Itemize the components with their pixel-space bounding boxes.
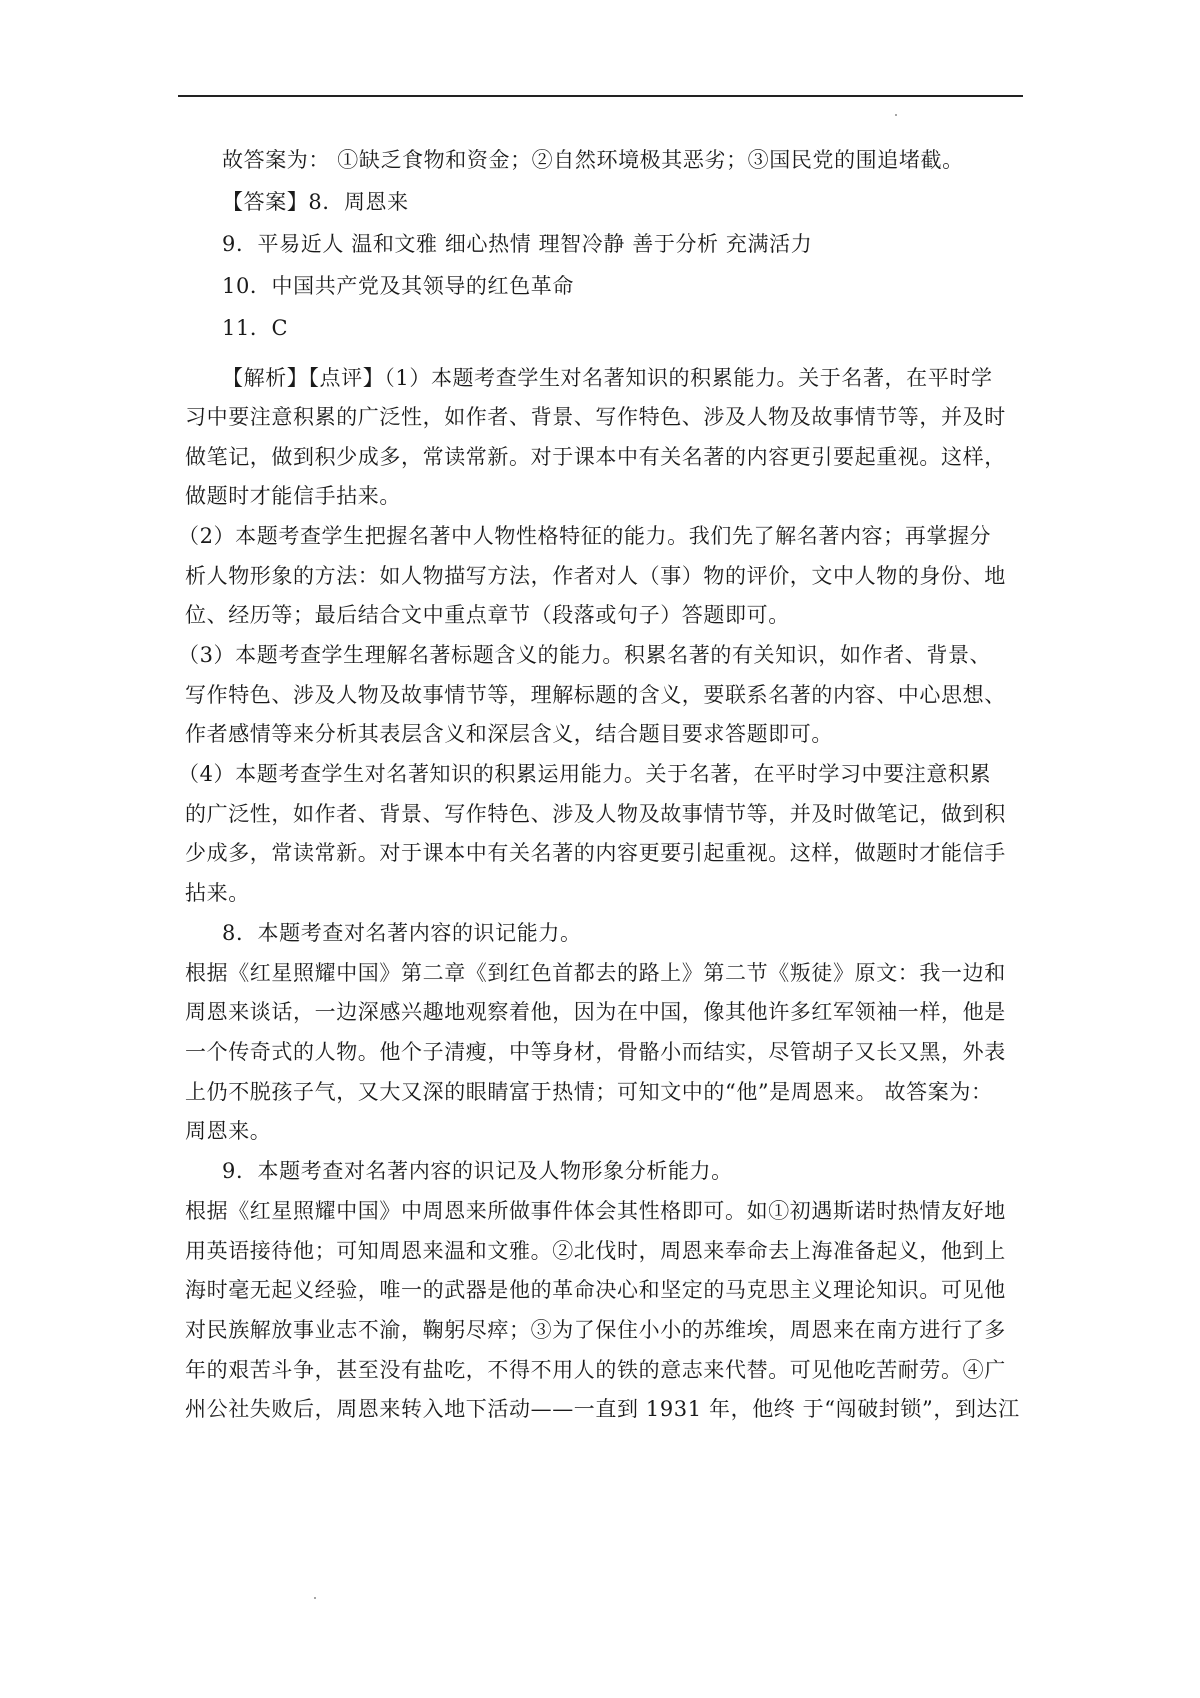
analysis-line: （2）本题考查学生把握名著中人物性格特征的能力。我们先了解名著内容；再掌握分 bbox=[178, 524, 992, 548]
analysis-line: 拈来。 bbox=[185, 881, 250, 905]
analysis-line: 根据《红星照耀中国》第二章《到红色首都去的路上》第二节《叛徒》原文：我一边和 bbox=[185, 961, 1006, 985]
analysis-line: 的广泛性，如作者、背景、写作特色、涉及人物及故事情节等，并及时做笔记，做到积 bbox=[185, 802, 1006, 826]
analysis-line: 年的艰苦斗争，甚至没有盐吃，不得不用人的铁的意志来代替。可见他吃苦耐劳。④广 bbox=[185, 1358, 1006, 1382]
answer-summary-line: 故答案为： ①缺乏食物和资金；②自然环境极其恶劣；③国民党的围追堵截。 bbox=[222, 148, 964, 172]
analysis-line: 根据《红星照耀中国》中周恩来所做事件体会其性格即可。如①初遇斯诺时热情友好地 bbox=[185, 1199, 1006, 1223]
analysis-line: 析人物形象的方法：如人物描写方法，作者对人（事）物的评价，文中人物的身份、地 bbox=[185, 564, 1006, 588]
analysis-line: 【解析】【点评】（1）本题考查学生对名著知识的积累能力。关于名著，在平时学 bbox=[222, 366, 993, 390]
analysis-line: 写作特色、涉及人物及故事情节等，理解标题的含义，要联系名著的内容、中心思想、 bbox=[185, 683, 1006, 707]
answer-10: 10．中国共产党及其领导的红色革命 bbox=[222, 274, 574, 298]
analysis-line: 少成多，常读常新。对于课本中有关名著的内容更要引起重视。这样，做题时才能信手 bbox=[185, 841, 1006, 865]
analysis-line: 习中要注意积累的广泛性，如作者、背景、写作特色、涉及人物及故事情节等，并及时 bbox=[185, 405, 1006, 429]
analysis-line: 州公社失败后，周恩来转入地下活动——一直到 1931 年，他终 于“闯破封锁”，到达江 bbox=[185, 1397, 1020, 1421]
header-rule bbox=[178, 95, 1023, 97]
analysis-line: 一个传奇式的人物。他个子清瘦，中等身材，骨骼小而结实，尽管胡子又长又黑，外表 bbox=[185, 1040, 1006, 1064]
analysis-line: 8．本题考查对名著内容的识记能力。 bbox=[222, 921, 582, 945]
scan-speck bbox=[314, 1597, 316, 1599]
analysis-line: 9．本题考查对名著内容的识记及人物形象分析能力。 bbox=[222, 1159, 733, 1183]
analysis-line: 做题时才能信手拈来。 bbox=[185, 484, 401, 508]
analysis-line: 作者感情等来分析其表层含义和深层含义，结合题目要求答题即可。 bbox=[185, 722, 833, 746]
answer-8: 【答案】8．周恩来 bbox=[222, 190, 409, 214]
analysis-line: 做笔记，做到积少成多，常读常新。对于课本中有关名著的内容更引要起重视。这样， bbox=[185, 445, 1006, 469]
answer-11: 11．C bbox=[222, 316, 289, 340]
analysis-line: （4）本题考查学生对名著知识的积累运用能力。关于名著，在平时学习中要注意积累 bbox=[178, 762, 992, 786]
analysis-line: 周恩来。 bbox=[185, 1119, 272, 1143]
analysis-line: 位、经历等；最后结合文中重点章节（段落或句子）答题即可。 bbox=[185, 603, 790, 627]
analysis-line: （3）本题考查学生理解名著标题含义的能力。积累名著的有关知识，如作者、背景、 bbox=[178, 643, 992, 667]
analysis-line: 用英语接待他；可知周恩来温和文雅。②北伐时，周恩来奉命去上海准备起义，他到上 bbox=[185, 1239, 1006, 1263]
scan-speck bbox=[895, 114, 897, 116]
analysis-line: 对民族解放事业志不渝，鞠躬尽瘁；③为了保住小小的苏维埃，周恩来在南方进行了多 bbox=[185, 1318, 1006, 1342]
analysis-line: 海时毫无起义经验，唯一的武器是他的革命决心和坚定的马克思主义理论知识。可见他 bbox=[185, 1278, 1006, 1302]
analysis-line: 上仍不脱孩子气，又大又深的眼睛富于热情；可知文中的“他”是周恩来。 故答案为： bbox=[185, 1080, 993, 1104]
answer-9: 9．平易近人 温和文雅 细心热情 理智冷静 善于分析 充满活力 bbox=[222, 232, 813, 256]
analysis-line: 周恩来谈话，一边深感兴趣地观察着他，因为在中国，像其他许多红军领袖一样，他是 bbox=[185, 1000, 1006, 1024]
